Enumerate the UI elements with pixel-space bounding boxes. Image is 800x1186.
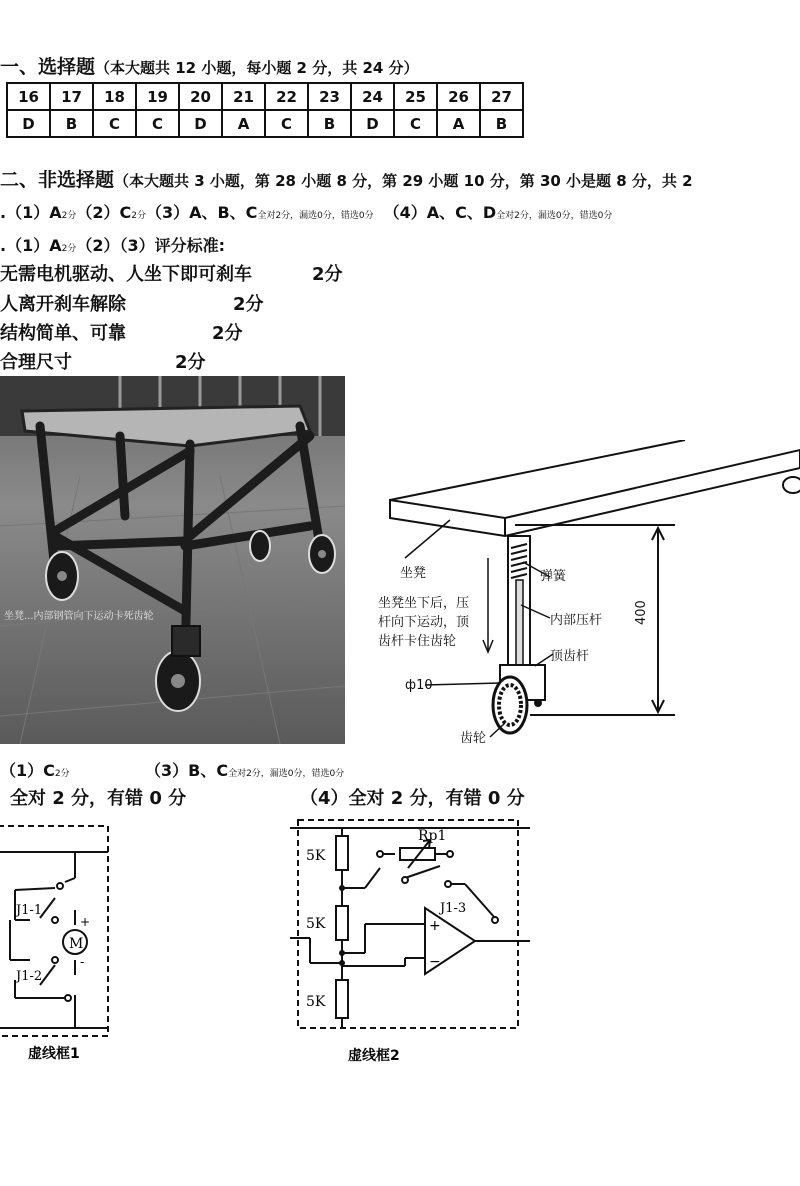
brake-mechanism-diagram	[345, 440, 800, 760]
answer-cell: B	[308, 110, 351, 137]
criterion-text: 结构简单、可靠	[0, 323, 126, 344]
diagram-note-line3: 齿杆卡住齿轮	[378, 634, 457, 649]
circuit-box-2	[290, 808, 530, 1070]
q29-part23: （2）（3）评分标准:	[76, 236, 226, 255]
question-number: 22	[265, 83, 308, 110]
answer-cell: C	[265, 110, 308, 137]
opamp-minus: −	[429, 954, 441, 970]
answer-cell: C	[93, 110, 136, 137]
question-number: 17	[50, 83, 93, 110]
potentiometer-label: Rp1	[418, 828, 447, 844]
question-number: 19	[136, 83, 179, 110]
q28-part1-score: 2分	[61, 211, 77, 221]
criterion-2	[0, 290, 126, 316]
q28-part4: （4）A、C、D	[383, 203, 497, 222]
answer-cell: D	[179, 110, 222, 137]
q28-part3-rule: 全对2分，漏选0分，错选0分	[257, 211, 374, 221]
section2-title: 二、非选择题	[0, 169, 115, 191]
q30-line1	[0, 758, 70, 781]
photo-caption: 坐凳...内部钢管向下运动卡死齿轮	[4, 611, 154, 622]
q30-part1: （1）C	[0, 761, 55, 780]
criterion-2-score: 2分	[233, 294, 264, 315]
section2-header	[0, 165, 693, 192]
criterion-text: 人离开刹车解除	[0, 294, 126, 315]
answer-table-numbers-row	[7, 83, 523, 110]
box1-caption: 虚线框1	[28, 1046, 80, 1062]
question-number: 16	[7, 83, 50, 110]
q29-answer-line	[0, 233, 225, 256]
answer-table	[6, 82, 524, 138]
section1-note: （本大题共 12 小题，每小题 2 分，共 24 分）	[95, 59, 419, 77]
section1-title: 一、选择题	[0, 56, 96, 78]
resistor-1-label: 5K	[306, 848, 326, 864]
q28-answer-line	[0, 200, 612, 223]
criterion-1	[0, 260, 252, 286]
question-number: 20	[179, 83, 222, 110]
q29-part1-score: 2分	[61, 244, 77, 254]
top-rod-label: 顶齿杆	[550, 649, 590, 664]
question-number: 24	[351, 83, 394, 110]
resistor-2-label: 5K	[306, 916, 326, 932]
section1-header	[0, 52, 419, 79]
q28-part3: （3）A、B、C	[145, 203, 258, 222]
spring-label: 弹簧	[540, 569, 567, 584]
question-number: 21	[222, 83, 265, 110]
motor-label: M	[69, 936, 84, 952]
criterion-3-score: 2分	[212, 323, 243, 344]
inner-rod-label: 内部压杆	[550, 613, 603, 628]
criterion-4-score: 2分	[175, 352, 206, 373]
motor-minus: -	[80, 955, 85, 969]
answer-cell: C	[136, 110, 179, 137]
relay-j1-1-label: J1-1	[16, 903, 43, 918]
criterion-text: 无需电机驱动、人坐下即可刹车	[0, 264, 252, 285]
question-number: 23	[308, 83, 351, 110]
question-number: 26	[437, 83, 480, 110]
box2-caption: 虚线框2	[348, 1048, 400, 1064]
height-dimension: 400	[634, 600, 649, 625]
diagram-note-line1: 坐凳坐下后，压	[378, 596, 470, 611]
answer-cell: A	[437, 110, 480, 137]
motor-plus: +	[80, 915, 91, 929]
answer-cell: D	[7, 110, 50, 137]
q30-part4: （4）全对 2 分，有错 0 分	[300, 788, 525, 809]
q30-part3-line	[145, 758, 344, 781]
criterion-3	[0, 319, 126, 345]
diagram-note-line2: 杆向下运动，顶	[378, 615, 470, 630]
resistor-3-label: 5K	[306, 994, 326, 1010]
q30-part1-score: 2分	[54, 769, 70, 779]
phi-label: ф10	[405, 678, 433, 693]
answer-cell: D	[351, 110, 394, 137]
circuit-box-1	[0, 820, 120, 1070]
q28-part4-rule: 全对2分，漏选0分，错选0分	[496, 211, 613, 221]
section2-note: （本大题共 3 小题，第 28 小题 8 分，第 29 小题 10 分，第 30 小是题 8 分，共 2	[114, 172, 693, 190]
answer-table-answers-row	[7, 110, 523, 137]
relay-j1-3-label: J1-3	[440, 901, 467, 916]
seat-label: 坐凳	[400, 566, 427, 581]
gear-label: 齿轮	[460, 731, 487, 746]
q28-part1: .（1）A	[0, 203, 62, 222]
answer-cell: B	[480, 110, 523, 137]
answer-cell: C	[394, 110, 437, 137]
question-number: 18	[93, 83, 136, 110]
answer-cell: B	[50, 110, 93, 137]
cart-photo	[0, 376, 345, 744]
question-number: 27	[480, 83, 523, 110]
q30-part3-rule: 全对2分，漏选0分，错选0分	[228, 769, 345, 779]
criterion-1-score: 2分	[312, 264, 343, 285]
answer-cell: A	[222, 110, 265, 137]
q30-part2: 全对 2 分，有错 0 分	[10, 788, 187, 809]
q28-part2-score: 2分	[131, 211, 146, 221]
q29-part1: .（1）A	[0, 236, 62, 255]
criterion-text: 合理尺寸	[0, 352, 72, 373]
question-number: 25	[394, 83, 437, 110]
q30-part3: （3）B、C	[145, 761, 229, 780]
q28-part2: （2）C	[76, 203, 132, 222]
relay-j1-2-label: J1-2	[16, 969, 43, 984]
opamp-plus: +	[429, 918, 441, 934]
criterion-4	[0, 348, 72, 374]
